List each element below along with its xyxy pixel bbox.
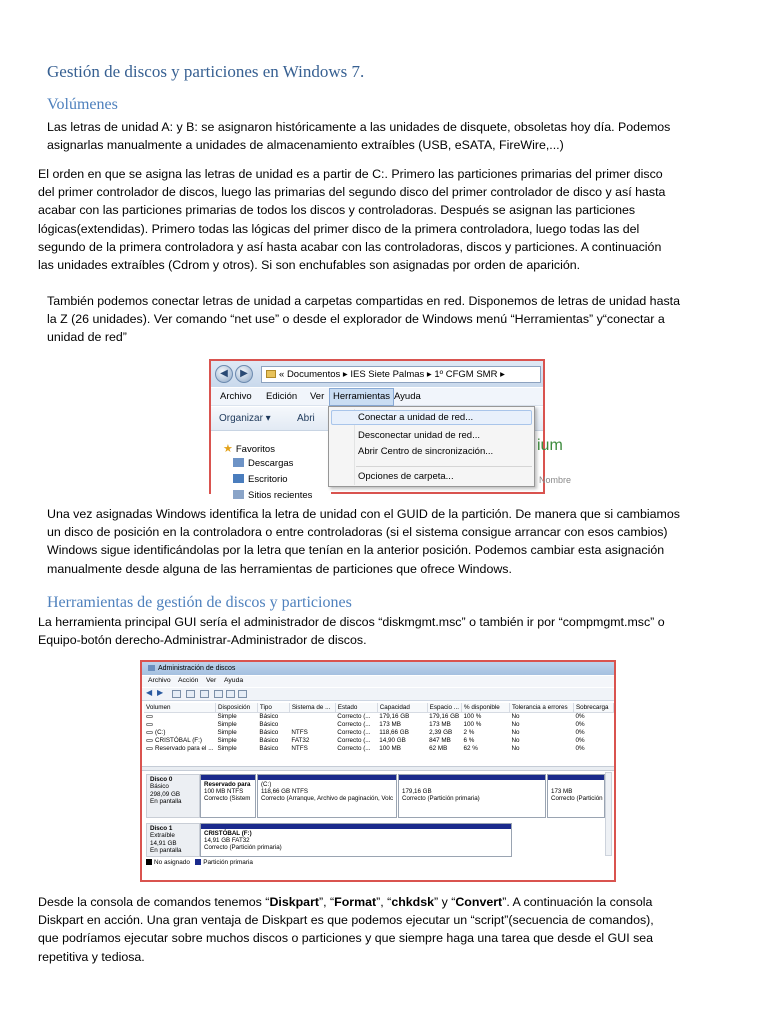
menuitem-opciones-carpeta[interactable]: Opciones de carpeta... <box>358 471 454 482</box>
partition-legend: No asignado Partición primaria <box>146 859 253 866</box>
menu-herramientas[interactable]: Herramientas <box>329 388 394 406</box>
explorer-screenshot <box>209 359 572 501</box>
table-row[interactable]: Simple Básico Correcto (... 179,16 GB 179,16 GB 100 % No 0% <box>144 712 614 720</box>
menu-ayuda[interactable]: Ayuda <box>394 391 421 402</box>
column-header[interactable]: Espacio ... <box>427 703 461 712</box>
volume-icon <box>146 747 153 750</box>
connect-icon[interactable] <box>214 690 223 698</box>
nav-sitios-recientes[interactable]: Sitios recientes <box>233 490 312 501</box>
diskmgmt-toolbar <box>142 688 614 701</box>
background-column-header: Nombre <box>539 475 572 485</box>
menu-ver[interactable]: Ver <box>310 391 325 402</box>
table-row[interactable]: CRISTÓBAL (F:) Simple Básico FAT32 Correcto (... 14,90 GB 847 MB 6 % No 0% <box>144 737 614 745</box>
volume-icon <box>146 723 153 726</box>
table-row[interactable]: Simple Básico Correcto (... 173 MB 173 MB 100 % No 0% <box>144 720 614 728</box>
disk-management-screenshot <box>140 660 616 882</box>
check-icon[interactable] <box>226 690 235 698</box>
nav-favoritos[interactable]: ★ Favoritos <box>223 443 275 455</box>
diskmgmt-menubar <box>142 676 614 687</box>
settings-icon[interactable] <box>238 690 247 698</box>
legend-unallocated-swatch <box>146 859 152 865</box>
volume-icon <box>146 715 153 718</box>
menuitem-conectar-unidad-red[interactable]: Conectar a unidad de red... <box>358 412 474 423</box>
vertical-scrollbar[interactable] <box>605 772 612 856</box>
properties-icon[interactable] <box>172 690 181 698</box>
column-header[interactable]: Estado <box>335 703 377 712</box>
table-header-row <box>144 703 614 712</box>
menu-ayuda[interactable]: Ayuda <box>224 677 244 684</box>
help-icon[interactable] <box>186 690 195 698</box>
background-fragment: ium <box>537 437 563 454</box>
nav-descargas[interactable]: Descargas <box>233 458 293 469</box>
organizar-button[interactable]: Organizar ▾ <box>219 413 271 424</box>
folder-icon <box>266 370 276 378</box>
column-header[interactable]: Volumen <box>144 703 215 712</box>
star-icon: ★ <box>223 443 233 455</box>
paragraph-guid: Una vez asignadas Windows identifica la letra de unidad con el GUID de la partición. De manera que si cambiamos un disco de posición en la controladora o entre controladoras (si el sistema consigue arrancar con esos cambios) Windows sigue identificándolas por la letra que tenían en la anterior posición. Podemos cambiar esta asignación manualmente desde alguna de las herramientas de particiones que ofrece Windows. <box>47 507 680 576</box>
menu-edicion[interactable]: Edición <box>266 391 298 402</box>
volume-icon <box>146 739 153 742</box>
window-titlebar: Administración de discos <box>142 662 614 675</box>
column-header[interactable]: Sobrecarga <box>573 703 613 712</box>
document-title: Gestión de discos y particiones en Windows 7. <box>47 62 365 81</box>
back-icon[interactable]: ◀ <box>146 688 153 697</box>
column-header[interactable]: Tipo <box>257 703 289 712</box>
partition-primary-173mb[interactable]: 173 MB Correcto (Partición <box>547 774 605 818</box>
column-header[interactable]: % disponible <box>462 703 510 712</box>
legend-primary-swatch <box>195 859 201 865</box>
partition-c[interactable]: (C:) 118,66 GB NTFS Correcto (Arranque, Archivo de paginación, Volc <box>257 774 397 818</box>
paragraph-diskmgmt: La herramienta principal GUI sería el administrador de discos “diskmgmt.msc” o también ir por “compmgmt.msc” o Equipo-botón derecho-Administrar-Administrador de discos. <box>38 615 665 648</box>
column-header[interactable]: Sistema de ... <box>289 703 335 712</box>
menu-archivo[interactable]: Archivo <box>220 391 252 402</box>
partition-primary-179gb[interactable]: 179,16 GB Correcto (Partición primaria) <box>398 774 546 818</box>
column-header[interactable]: Tolerancia a errores <box>509 703 573 712</box>
back-icon[interactable]: ◀ <box>215 365 233 383</box>
list-view-icon[interactable] <box>200 690 209 698</box>
heading-volumenes: Volúmenes <box>47 96 118 113</box>
dropdown-separator <box>356 466 532 467</box>
navigation-pane <box>211 432 331 501</box>
downloads-icon <box>233 458 244 467</box>
column-header[interactable]: Capacidad <box>377 703 427 712</box>
desktop-icon <box>233 474 244 483</box>
address-bar[interactable]: « Documentos ▸ IES Siete Palmas ▸ 1º CFGM SMR ▸ <box>261 366 541 383</box>
heading-herramientas: Herramientas de gestión de discos y particiones <box>47 594 352 611</box>
partition-reserved[interactable]: Reservado para 100 MB NTFS Correcto (Sistem <box>200 774 256 818</box>
forward-icon[interactable]: ▶ <box>235 365 253 383</box>
column-header[interactable]: Disposición <box>215 703 257 712</box>
paragraph-assignment-order: El orden en que se asigna las letras de unidad es a partir de C:. Primero las particiones primarias del primer disco del primer controlador de discos, luego las primarias del segundo disco del primer controlador de disco y así hasta acabar con las particiones primarias de todos los discos y controladoras. Después se asignan las particiones lógicas(extendidas). Primero todas las lógicas del primer disco de la primera controladora, luego todas las del segundo de la primera controladora y así hasta acabar con las controladoras, discos y particiones. A continuación las unidades extraíbles (Cdrom y otros). Si son enchufables son asignadas por orden de aparición. <box>38 167 666 273</box>
open-button[interactable]: Abri <box>297 413 315 424</box>
paragraph-drive-letters-ab: Las letras de unidad A: y B: se asignaron históricamente a las unidades de disquete, obsoletas hoy día. Podemos asignarlas manualmente a unidades de almacenamiento extraíbles (USB, eSATA, FireWire,...) <box>47 120 671 153</box>
disk-0-label[interactable]: Disco 0 Básico 298,09 GB En pantalla <box>146 774 200 818</box>
menu-ver[interactable]: Ver <box>206 677 217 684</box>
paragraph-network-drives: También podemos conectar letras de unidad a carpetas compartidas en red. Disponemos de letras de unidad hasta la Z (26 unidades). Ver comando “net use” o desde el explorador de Windows menú “Herramientas” y“conectar a unidad de red” <box>47 294 680 345</box>
explorer-menubar <box>211 388 543 406</box>
menu-archivo[interactable]: Archivo <box>148 677 171 684</box>
menu-accion[interactable]: Acción <box>178 677 199 684</box>
recent-places-icon <box>233 490 244 499</box>
volume-table <box>144 703 614 753</box>
table-row[interactable]: Reservado para el ... Simple Básico NTFS Correcto (... 100 MB 62 MB 62 % No 0% <box>144 745 614 753</box>
pane-splitter[interactable] <box>142 766 614 771</box>
paragraph-diskpart: Desde la consola de comandos tenemos “Diskpart”, “Format”, “chkdsk” y “Convert”. A continuación la consola Diskpart en acción. Una gran ventaja de Diskpart es que podemos ejecutar un “script”(secuencia de comandos), que podríamos ejecutar sobre muchos discos o particiones y que siempre haga una tarea que desde el GUI sea repetitiva y tediosa. <box>38 895 654 964</box>
volume-icon <box>146 731 153 734</box>
herramientas-dropdown <box>328 406 535 487</box>
table-row[interactable]: (C:) Simple Básico NTFS Correcto (... 118,66 GB 2,39 GB 2 % No 0% <box>144 728 614 736</box>
menuitem-centro-sincronizacion[interactable]: Abrir Centro de sincronización... <box>358 446 494 457</box>
nav-escritorio[interactable]: Escritorio <box>233 474 288 485</box>
disk-1-label[interactable]: Disco 1 Extraíble 14,91 GB En pantalla <box>146 823 200 857</box>
forward-icon[interactable]: ▶ <box>157 688 164 697</box>
partition-cristobal-f[interactable]: CRISTÓBAL (F:) 14,91 GB FAT32 Correcto (Partición primaria) <box>200 823 512 857</box>
app-icon <box>148 665 155 671</box>
menuitem-desconectar-unidad-red[interactable]: Desconectar unidad de red... <box>358 430 480 441</box>
address-bar-area <box>211 361 543 387</box>
